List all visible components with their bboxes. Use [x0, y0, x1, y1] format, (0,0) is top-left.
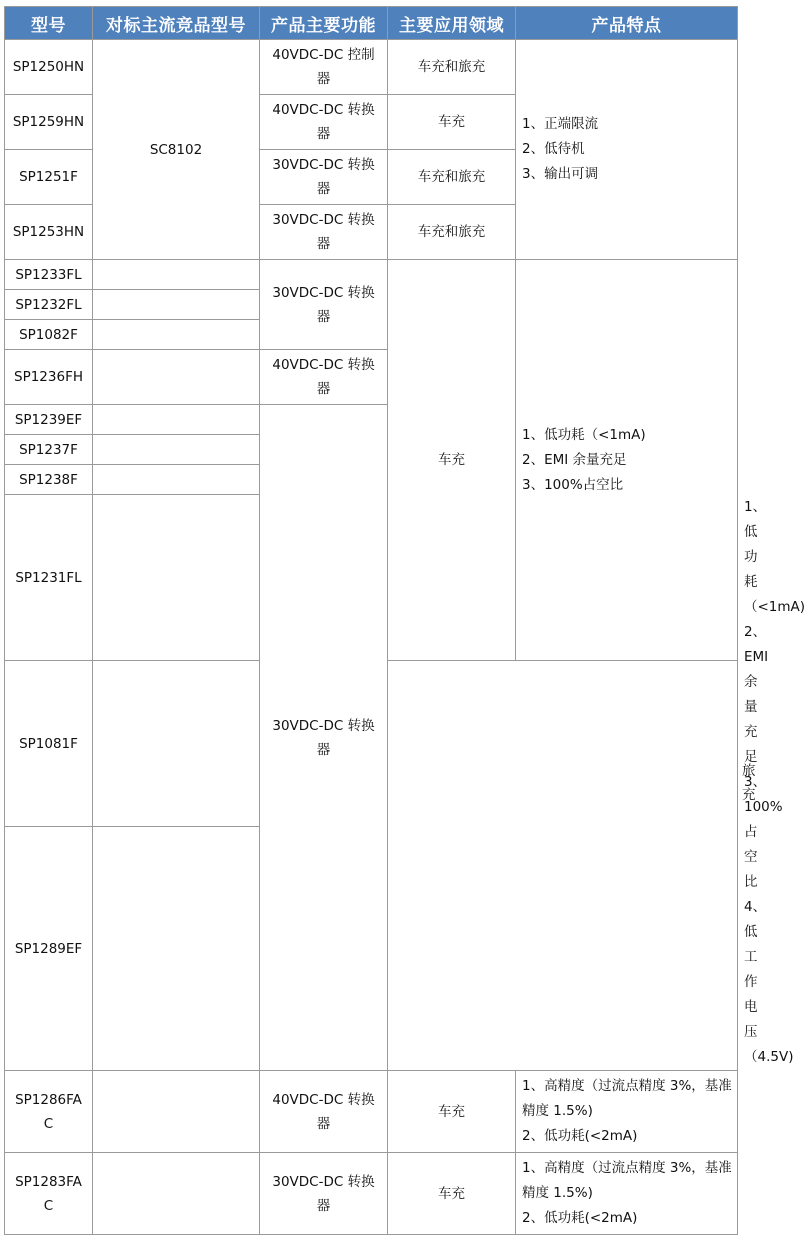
function-cell: 40VDC-DC 转换 器	[260, 350, 388, 405]
competitor-cell	[93, 260, 260, 290]
model-cell: SP1237F	[5, 435, 93, 465]
function-cell: 30VDC-DC 转换 器	[260, 150, 388, 205]
header-competitor: 对标主流竞品型号	[93, 7, 260, 40]
header-function: 产品主要功能	[260, 7, 388, 40]
model-cell: SP1289EF	[5, 827, 93, 1071]
table-row	[5, 260, 738, 290]
application-cell: 车充和旅充	[388, 40, 516, 95]
feature-item: 2、EMI 余量充足	[522, 451, 627, 468]
application-cell: 车充和旅充	[388, 150, 516, 205]
model-cell: SP1250HN	[5, 40, 93, 95]
competitor-cell	[93, 435, 260, 465]
table-row	[5, 40, 738, 95]
feature-item: 1、低功耗（<1mA)	[522, 426, 646, 443]
function-cell: 40VDC-DC 控制 器	[260, 40, 388, 95]
features-cell	[516, 1153, 738, 1235]
product-spec-table	[4, 6, 805, 1235]
feature-item: 3、输出可调	[522, 166, 599, 182]
model-cell: SP1238F	[5, 465, 93, 495]
model-cell: SP1283FA C	[5, 1153, 93, 1235]
table-row: SP1231FL 旅充 1、低功耗（<1mA) 2、EMI 余量充足 3、100%占空比 4、低工作电压（4.5V)	[5, 495, 738, 661]
competitor-cell	[93, 661, 260, 827]
feature-item: 2、低待机	[522, 141, 585, 157]
competitor-cell: SC8102	[93, 40, 260, 260]
function-cell: 30VDC-DC 转换 器	[260, 405, 388, 1071]
feature-item: 1、高精度（过流点精度 3%，基准精度 1.5%)	[522, 1160, 732, 1201]
competitor-cell	[93, 350, 260, 405]
header-model: 型号	[5, 7, 93, 40]
competitor-cell	[93, 1071, 260, 1153]
table-row	[5, 1153, 738, 1235]
competitor-cell	[93, 1153, 260, 1235]
application-cell: 车充	[388, 1153, 516, 1235]
model-cell: SP1239EF	[5, 405, 93, 435]
table-row	[5, 1071, 738, 1153]
feature-item: 1、高精度（过流点精度 3%，基准精度 1.5%)	[522, 1078, 732, 1119]
table-header-row	[5, 7, 738, 40]
competitor-cell	[93, 827, 260, 1071]
function-cell: 30VDC-DC 转换 器	[260, 205, 388, 260]
header-features: 产品特点	[516, 7, 738, 40]
feature-item: 3、100%占空比	[522, 476, 624, 493]
application-cell: 车充和旅充	[388, 205, 516, 260]
competitor-cell	[93, 290, 260, 320]
model-cell: SP1082F	[5, 320, 93, 350]
header-application: 主要应用领域	[388, 7, 516, 40]
model-cell: SP1231FL	[5, 495, 93, 661]
function-cell: 40VDC-DC 转换 器	[260, 1071, 388, 1153]
feature-item: 2、低功耗(<2mA)	[522, 1128, 638, 1144]
model-cell: SP1232FL	[5, 290, 93, 320]
competitor-cell	[93, 320, 260, 350]
feature-item: 1、正端限流	[522, 116, 599, 132]
competitor-cell	[93, 495, 260, 661]
competitor-cell	[93, 405, 260, 435]
application-cell: 车充	[388, 1071, 516, 1153]
application-cell: 车充	[388, 260, 516, 661]
features-cell	[516, 260, 738, 661]
features-cell	[516, 40, 738, 260]
feature-item: 2、低功耗(<2mA)	[522, 1210, 638, 1226]
model-cell: SP1259HN	[5, 95, 93, 150]
model-cell: SP1286FA C	[5, 1071, 93, 1153]
model-cell: SP1233FL	[5, 260, 93, 290]
function-cell: 30VDC-DC 转换 器	[260, 1153, 388, 1235]
function-cell: 40VDC-DC 转换 器	[260, 95, 388, 150]
model-cell: SP1081F	[5, 661, 93, 827]
application-cell: 车充	[388, 95, 516, 150]
model-cell: SP1236FH	[5, 350, 93, 405]
function-cell: 30VDC-DC 转换 器	[260, 260, 388, 350]
competitor-cell	[93, 465, 260, 495]
features-cell	[516, 1071, 738, 1153]
model-cell: SP1253HN	[5, 205, 93, 260]
model-cell: SP1251F	[5, 150, 93, 205]
